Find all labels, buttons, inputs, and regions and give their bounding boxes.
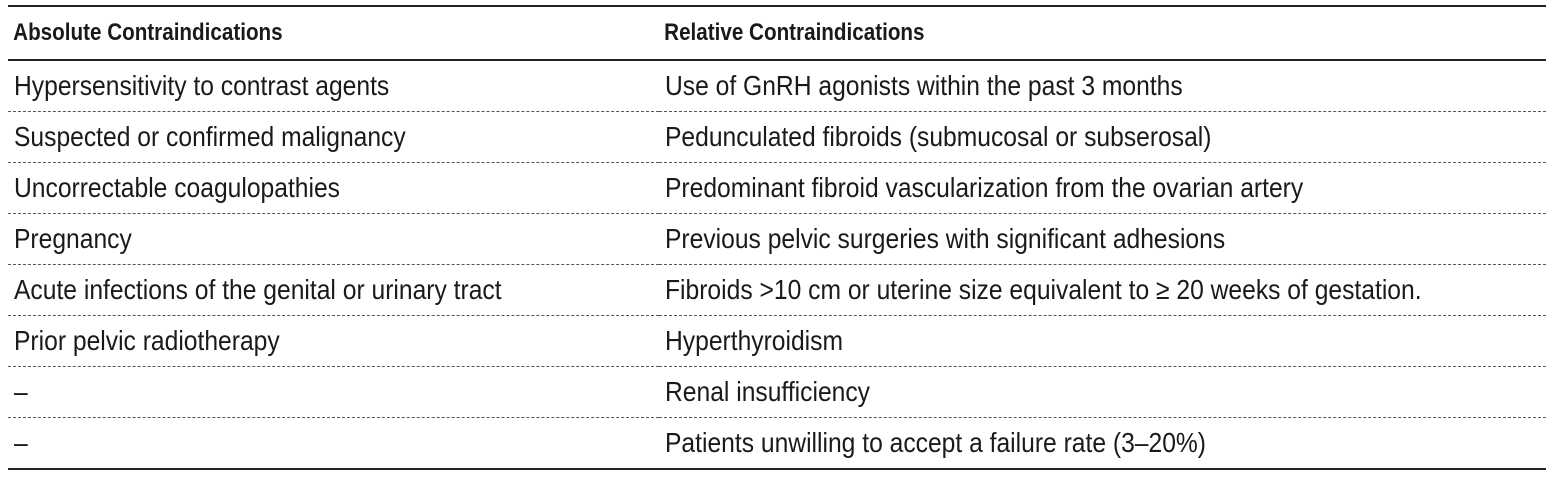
cell-text: Fibroids >10 cm or uterine size equivalent to ≥ 20 weeks of gestation. [665, 274, 1422, 305]
relative-cell [659, 214, 1546, 265]
contraindications-table-container [8, 5, 1546, 470]
absolute-cell [8, 265, 659, 316]
relative-cell [659, 60, 1546, 112]
absolute-cell [8, 367, 659, 418]
cell-text: Patients unwilling to accept a failure rate (3–20%) [665, 427, 1207, 458]
cell-text: Use of GnRH agonists within the past 3 months [665, 70, 1183, 101]
cell-text: Pedunculated fibroids (submucosal or subserosal) [665, 121, 1212, 152]
relative-cell [659, 418, 1546, 470]
table-row [8, 214, 1546, 265]
table-row [8, 265, 1546, 316]
absolute-cell [8, 316, 659, 367]
cell-text: Hypersensitivity to contrast agents [14, 70, 390, 101]
relative-cell [659, 367, 1546, 418]
absolute-cell [8, 214, 659, 265]
absolute-cell [8, 112, 659, 163]
absolute-cell [8, 418, 659, 470]
cell-text: Hyperthyroidism [665, 325, 844, 356]
absolute-cell [8, 163, 659, 214]
cell-text: Acute infections of the genital or urinary tract [14, 274, 502, 305]
cell-text: Pregnancy [14, 223, 132, 254]
cell-text: Renal insufficiency [665, 376, 870, 407]
table-row [8, 418, 1546, 470]
table-row [8, 367, 1546, 418]
table-row [8, 163, 1546, 214]
relative-cell [659, 316, 1546, 367]
cell-text: Uncorrectable coagulopathies [14, 172, 340, 203]
table-row [8, 112, 1546, 163]
cell-text: Predominant fibroid vascularization from the ovarian artery [665, 172, 1304, 203]
table-row [8, 60, 1546, 112]
relative-cell [659, 112, 1546, 163]
cell-text: – [14, 427, 28, 458]
cell-text: Previous pelvic surgeries with significant adhesions [665, 223, 1226, 254]
contraindications-table [8, 5, 1546, 470]
cell-text: – [14, 376, 28, 407]
relative-cell [659, 265, 1546, 316]
table-row [8, 316, 1546, 367]
cell-text: Suspected or confirmed malignancy [14, 121, 406, 152]
relative-cell [659, 163, 1546, 214]
table-header-row [8, 6, 1546, 60]
column-header-absolute: Absolute Contraindications [13, 19, 283, 46]
cell-text: Prior pelvic radiotherapy [14, 325, 280, 356]
absolute-cell [8, 60, 659, 112]
column-header-relative: Relative Contraindications [664, 19, 925, 46]
